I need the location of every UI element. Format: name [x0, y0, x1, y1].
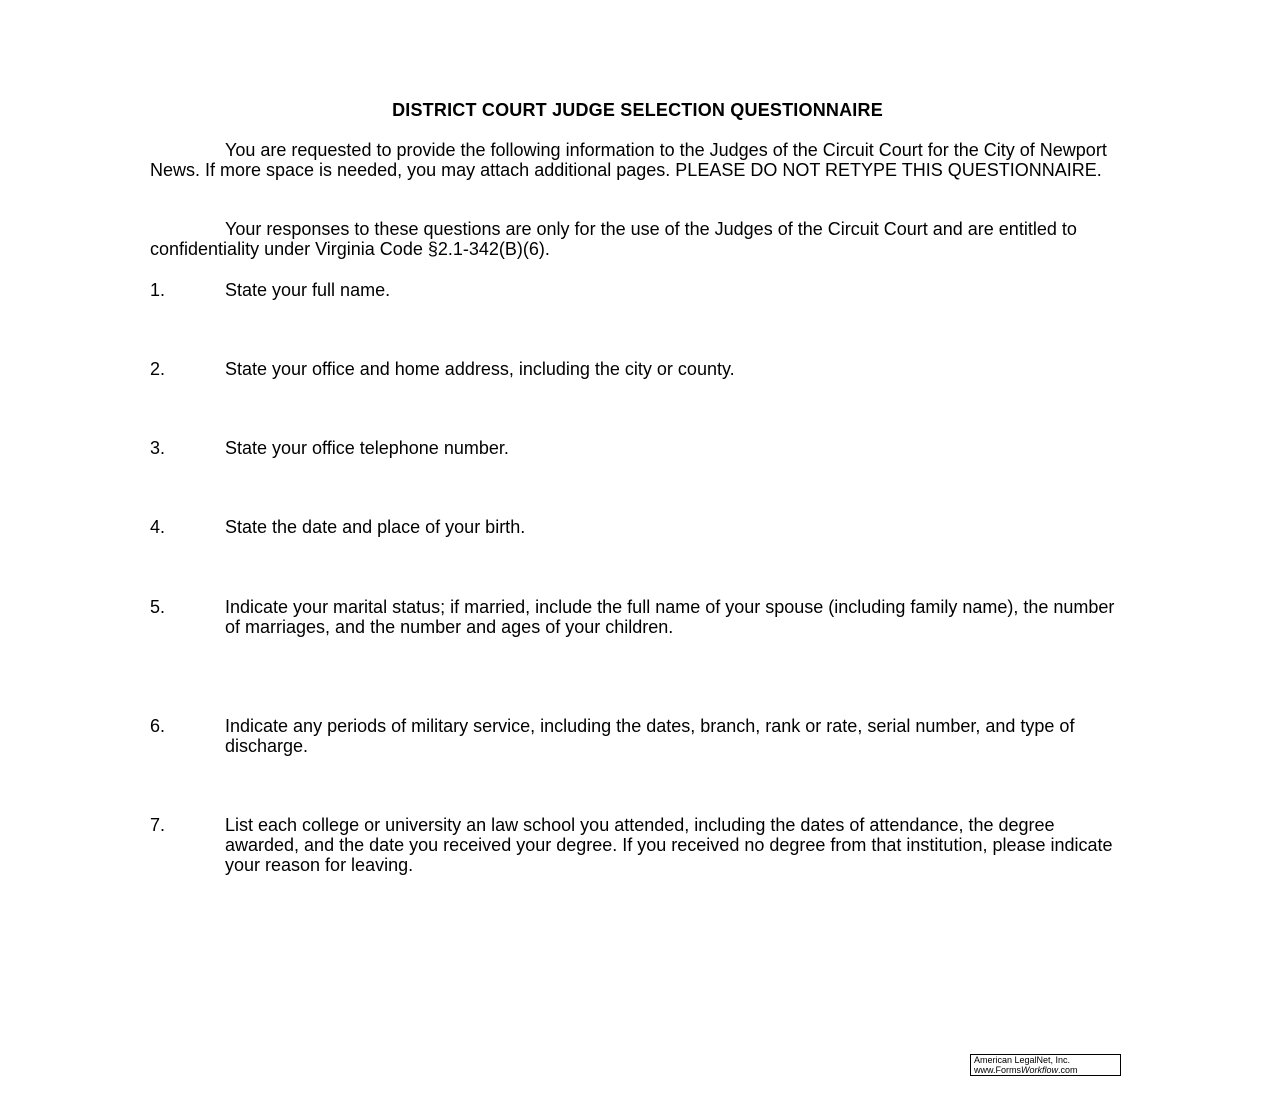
question-text: State your full name.: [225, 280, 391, 300]
publisher-url-suffix: .com: [1058, 1064, 1078, 1075]
question-text: State your office and home address, including the city or county.: [225, 359, 735, 379]
publisher-stamp: [970, 1054, 1121, 1076]
question-number: 2.: [150, 359, 166, 379]
question-text: State your office telephone number.: [225, 438, 509, 458]
question-number: 4.: [150, 517, 166, 537]
intro-paragraph-request: You are requested to provide the following information to the Judges of the Circuit Court for the City of Newport News. If more space is needed, you may attach additional pages. PLEASE DO NOT RETYPE THIS QUESTIONNAIRE.: [150, 140, 1107, 180]
question-number: 7.: [150, 815, 166, 835]
question-text: Indicate your marital status; if married, include the full name of your spouse (including family name), the number of marriages, and the number and ages of your children.: [225, 597, 1115, 637]
question-item: [150, 597, 1125, 637]
publisher-url-italic: Workflow: [1021, 1064, 1059, 1075]
publisher-name: American LegalNet, Inc.: [974, 1055, 1071, 1065]
question-number: 3.: [150, 438, 166, 458]
question-number: 6.: [150, 716, 166, 736]
question-text: Indicate any periods of military service, including the dates, branch, rank or rate, serial number, and type of discharge.: [225, 716, 1075, 756]
document-title: DISTRICT COURT JUDGE SELECTION QUESTIONNAIRE: [392, 100, 883, 120]
publisher-url-prefix: www.Forms: [974, 1064, 1021, 1075]
question-item: [150, 280, 1125, 300]
question-text: State the date and place of your birth.: [225, 517, 526, 537]
question-text: List each college or university an law school you attended, including the dates of attendance, the degree awarded, and the date you received your degree. If you received no degree from that institution, please indicate your reason for leaving.: [225, 815, 1113, 875]
question-item: [150, 517, 1125, 537]
question-number: 5.: [150, 597, 166, 617]
publisher-url: [974, 1066, 1120, 1076]
question-number: 1.: [150, 280, 166, 300]
question-item: [150, 438, 1125, 458]
question-item: [150, 815, 1125, 875]
question-item: [150, 359, 1125, 379]
question-item: [150, 716, 1125, 756]
intro-paragraph-confidentiality: Your responses to these questions are only for the use of the Judges of the Circuit Court and are entitled to confidentiality under Virginia Code §2.1-342(B)(6).: [150, 219, 1077, 259]
